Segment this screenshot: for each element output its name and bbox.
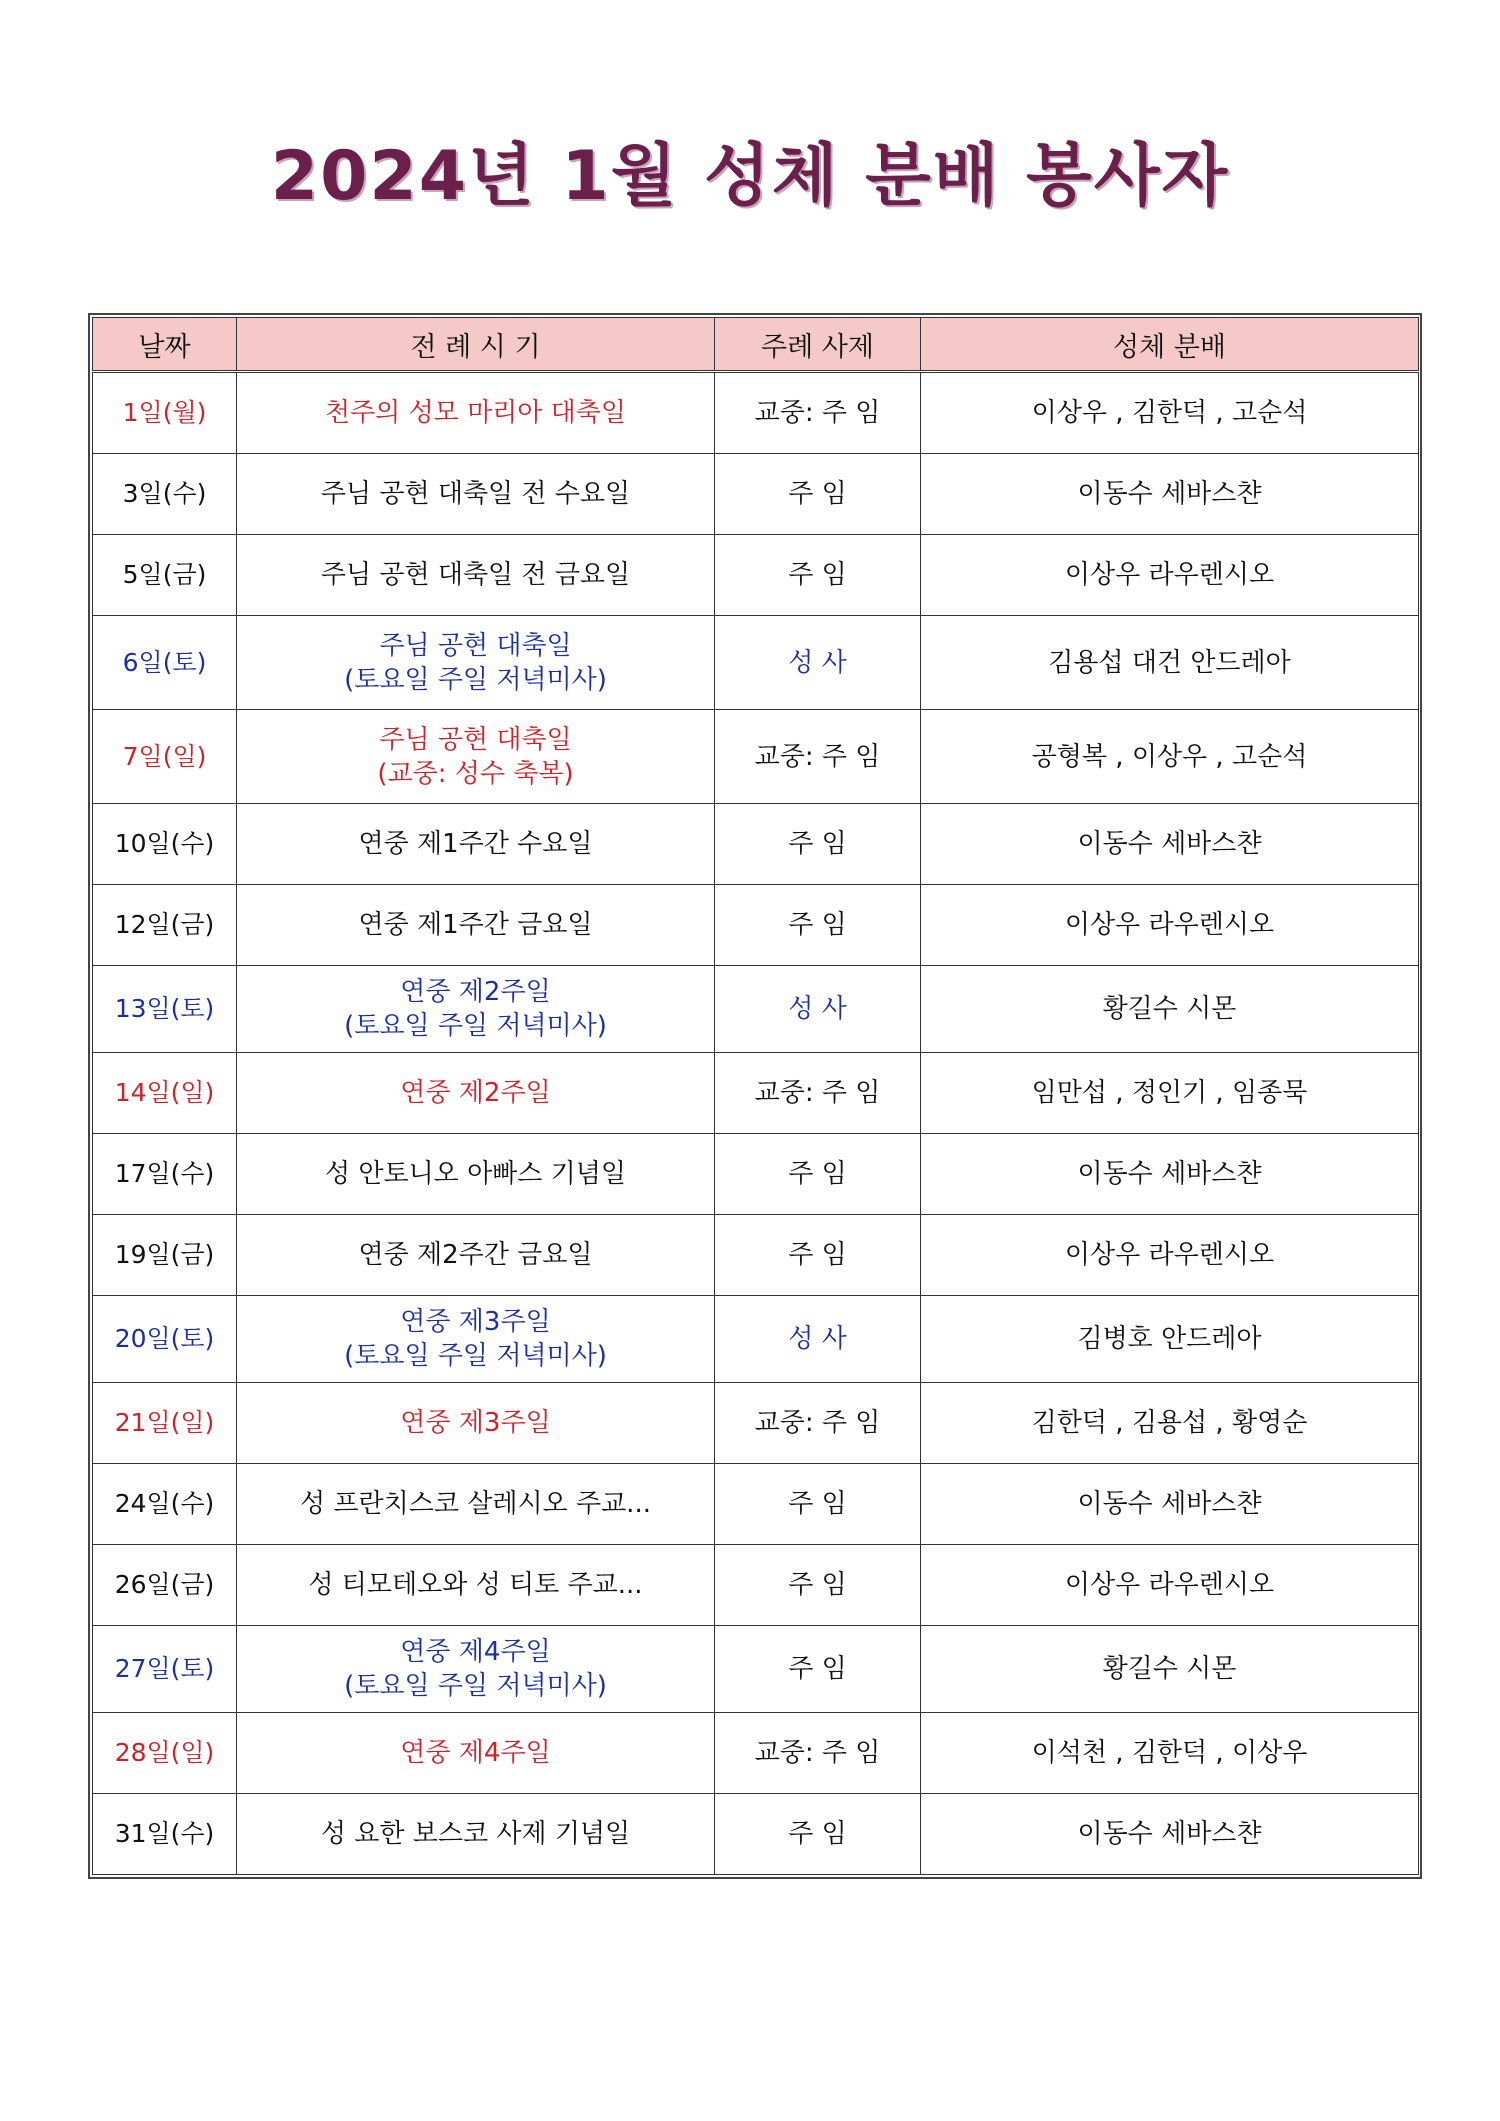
cell-celebrant: 교중: 주 임 [715,1383,921,1464]
table-row [93,1794,1419,1875]
cell-distribution: 김한덕 , 김용섭 , 황영순 [921,1383,1419,1464]
liturgy-line: 연중 제3주일 [400,1408,551,1438]
table-header-row [93,318,1419,372]
cell-celebrant: 성 사 [715,966,921,1053]
cell-date: 12일(금) [93,885,237,966]
cell-distribution: 임만섭 , 정인기 , 임종묵 [921,1053,1419,1134]
liturgy-line: 성 티모테오와 성 티토 주교... [308,1570,643,1600]
cell-distribution: 이동수 세바스챤 [921,804,1419,885]
liturgy-line: (토요일 주일 저녁미사) [344,1671,607,1701]
cell-date: 17일(수) [93,1134,237,1215]
cell-liturgy [237,1464,715,1545]
cell-date: 26일(금) [93,1545,237,1626]
cell-celebrant: 주 임 [715,1134,921,1215]
cell-celebrant: 성 사 [715,616,921,710]
cell-celebrant: 교중: 주 임 [715,1053,921,1134]
schedule-table [92,317,1419,1875]
liturgy-line: 연중 제4주일 [400,1738,551,1768]
cell-date: 10일(수) [93,804,237,885]
cell-date: 14일(일) [93,1053,237,1134]
cell-distribution: 이석천 , 김한덕 , 이상우 [921,1713,1419,1794]
cell-distribution: 이상우 라우렌시오 [921,535,1419,616]
liturgy-line: (교중: 성수 축복) [377,758,574,789]
table-body [93,372,1419,1875]
cell-distribution: 이동수 세바스챤 [921,454,1419,535]
cell-liturgy [237,966,715,1053]
table-row [93,1215,1419,1296]
cell-distribution: 이상우 라우렌시오 [921,1545,1419,1626]
cell-date: 6일(토) [93,616,237,710]
cell-date: 5일(금) [93,535,237,616]
table-row [93,1383,1419,1464]
cell-distribution: 이동수 세바스챤 [921,1464,1419,1545]
cell-date: 21일(일) [93,1383,237,1464]
table-row [93,1713,1419,1794]
cell-liturgy [237,1383,715,1464]
cell-celebrant: 교중: 주 임 [715,710,921,804]
cell-distribution: 김병호 안드레아 [921,1296,1419,1383]
table-row [93,1545,1419,1626]
table-row [93,372,1419,454]
liturgy-line: 성 요한 보스코 사제 기념일 [320,1819,631,1849]
liturgy-line: 주님 공현 대축일 [379,630,572,661]
cell-liturgy [237,372,715,454]
cell-liturgy [237,1215,715,1296]
cell-date: 24일(수) [93,1464,237,1545]
header-distribution: 성체 분배 [921,318,1419,372]
cell-liturgy [237,1134,715,1215]
liturgy-line: 성 프란치스코 살레시오 주교... [300,1489,651,1519]
cell-liturgy [237,1545,715,1626]
cell-liturgy [237,710,715,804]
cell-liturgy [237,1626,715,1713]
cell-liturgy [237,454,715,535]
cell-distribution: 김용섭 대건 안드레아 [921,616,1419,710]
cell-distribution: 이동수 세바스챤 [921,1134,1419,1215]
cell-date: 31일(수) [93,1794,237,1875]
cell-celebrant: 교중: 주 임 [715,1713,921,1794]
table-row [93,966,1419,1053]
cell-date: 7일(일) [93,710,237,804]
liturgy-line: 성 안토니오 아빠스 기념일 [324,1159,627,1189]
cell-celebrant: 주 임 [715,1464,921,1545]
schedule-table-frame [88,313,1422,1879]
cell-date: 19일(금) [93,1215,237,1296]
cell-liturgy [237,1053,715,1134]
table-row [93,885,1419,966]
cell-distribution: 황길수 시몬 [921,1626,1419,1713]
cell-celebrant: 주 임 [715,454,921,535]
cell-celebrant: 주 임 [715,535,921,616]
cell-liturgy [237,1713,715,1794]
cell-liturgy [237,616,715,710]
cell-celebrant: 교중: 주 임 [715,372,921,454]
cell-date: 28일(일) [93,1713,237,1794]
cell-distribution: 이동수 세바스챤 [921,1794,1419,1875]
table-row [93,710,1419,804]
cell-distribution: 이상우 라우렌시오 [921,885,1419,966]
cell-date: 13일(토) [93,966,237,1053]
cell-liturgy [237,885,715,966]
cell-distribution: 공형복 , 이상우 , 고순석 [921,710,1419,804]
liturgy-line: (토요일 주일 저녁미사) [344,1011,607,1041]
liturgy-line: 연중 제1주간 수요일 [358,829,593,859]
cell-celebrant: 주 임 [715,1794,921,1875]
table-row [93,1134,1419,1215]
cell-date: 3일(수) [93,454,237,535]
cell-liturgy [237,1794,715,1875]
cell-celebrant: 주 임 [715,804,921,885]
liturgy-line: (토요일 주일 저녁미사) [344,664,607,695]
cell-date: 20일(토) [93,1296,237,1383]
liturgy-line: 주님 공현 대축일 전 금요일 [320,560,631,590]
cell-distribution: 이상우 , 김한덕 , 고순석 [921,372,1419,454]
liturgy-line: 주님 공현 대축일 [379,724,572,755]
liturgy-line: (토요일 주일 저녁미사) [344,1341,607,1371]
cell-celebrant: 주 임 [715,885,921,966]
liturgy-line: 연중 제2주간 금요일 [358,1240,593,1270]
table-row [93,1296,1419,1383]
table-row [93,1626,1419,1713]
cell-liturgy [237,535,715,616]
table-row [93,1464,1419,1545]
cell-celebrant: 주 임 [715,1626,921,1713]
liturgy-line: 연중 제3주일 [400,1307,551,1337]
cell-liturgy [237,1296,715,1383]
table-row [93,616,1419,710]
cell-celebrant: 주 임 [715,1215,921,1296]
liturgy-line: 연중 제2주일 [400,1078,551,1108]
cell-celebrant: 주 임 [715,1545,921,1626]
liturgy-line: 연중 제2주일 [400,977,551,1007]
liturgy-line: 주님 공현 대축일 전 수요일 [320,479,631,509]
cell-celebrant: 성 사 [715,1296,921,1383]
cell-date: 1일(월) [93,372,237,454]
header-liturgy: 전 례 시 기 [237,318,715,372]
table-row [93,535,1419,616]
cell-distribution: 이상우 라우렌시오 [921,1215,1419,1296]
table-row [93,804,1419,885]
liturgy-line: 천주의 성모 마리아 대축일 [324,398,627,428]
cell-date: 27일(토) [93,1626,237,1713]
liturgy-line: 연중 제4주일 [400,1637,551,1667]
header-date: 날짜 [93,318,237,372]
liturgy-line: 연중 제1주간 금요일 [358,910,593,940]
cell-liturgy [237,804,715,885]
table-row [93,1053,1419,1134]
table-row [93,454,1419,535]
page-title: 2024년 1월 성체 분배 봉사자 [270,137,1230,216]
header-celebrant: 주례 사제 [715,318,921,372]
cell-distribution: 황길수 시몬 [921,966,1419,1053]
